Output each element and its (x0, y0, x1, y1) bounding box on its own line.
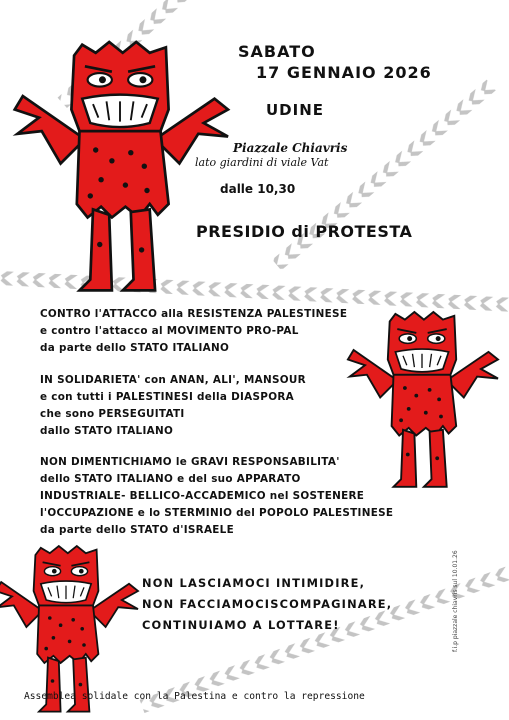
paragraph-line: INDUSTRIALE- BELLICO-ACCADEMICO nel SOSTENERE (40, 490, 365, 502)
event-place-detail: lato giardini di viale Vat (195, 156, 329, 169)
event-headline: PRESIDIO di PROTESTA (196, 222, 413, 241)
red-monster-figure-bottom (0, 546, 138, 712)
paragraph-line: e contro l'attacco al MOVIMENTO PRO-PAL (40, 325, 299, 337)
footer-organizer: Assemblea solidale con la Palestina e contro la repressione (24, 691, 365, 702)
paragraph-line: IN SOLIDARIETA' con ANAN, ALI', MANSOUR (40, 374, 306, 386)
paragraph-line: l'OCCUPAZIONE e lo STERMINIO del POPOLO PALESTINESE (40, 507, 394, 519)
paragraph-line: che sono PERSEGUITATI (40, 408, 185, 420)
paragraph-solidarity (40, 372, 306, 440)
paragraph-line: e con tutti i PALESTINESI della DIASPORA (40, 391, 294, 403)
slogan-block (142, 573, 392, 636)
event-date: 17 GENNAIO 2026 (256, 63, 432, 82)
paragraph-against-attack (40, 306, 347, 357)
event-place: Piazzale Chiavris (233, 141, 348, 155)
paragraph-line: da parte dello STATO ITALIANO (40, 342, 230, 354)
slogan-line: NON FACCIAMOCISCOMPAGINARE, (142, 597, 393, 611)
paragraph-line: dallo STATO ITALIANO (40, 425, 174, 437)
paragraph-line: da parte dello STATO d'ISRAELE (40, 524, 235, 536)
slogan-line: CONTINUIAMO A LOTTARE! (142, 618, 340, 632)
slogan-line: NON LASCIAMOCI INTIMIDIRE, (142, 576, 366, 590)
event-city: UDINE (266, 101, 325, 119)
print-note: f.i.p piazzale chiavris sul 10.01.26 (452, 550, 459, 652)
paragraph-line: dello STATO ITALIANO e del suo APPARATO (40, 473, 301, 485)
paragraph-responsibility (40, 454, 393, 539)
event-day: SABATO (238, 42, 316, 61)
paragraph-line: NON DIMENTICHIAMO le GRAVI RESPONSABILITA' (40, 456, 340, 468)
paragraph-line: CONTRO l'ATTACCO alla RESISTENZA PALESTINESE (40, 308, 348, 320)
event-time: dalle 10,30 (220, 182, 296, 196)
